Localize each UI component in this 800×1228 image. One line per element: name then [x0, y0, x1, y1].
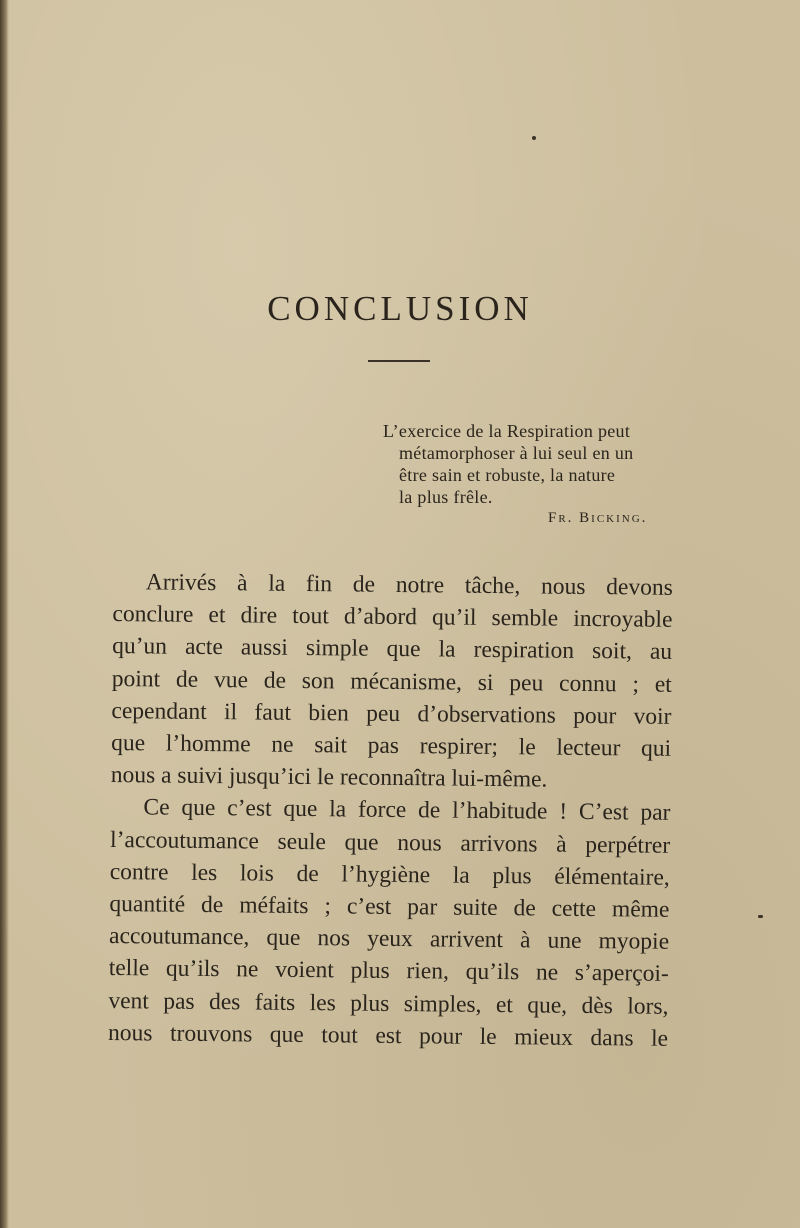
text-line: Arrivés à la fin de notre tâche, nous devons: [145, 569, 673, 601]
body-text: [108, 566, 673, 1055]
epigraph-line: métamorphoser à lui seul en un: [399, 443, 634, 463]
text-line: conclure et dire tout d’abord qu’il semble incroyable: [112, 601, 673, 634]
epigraph: [383, 420, 680, 508]
text-line: telle qu’ils ne voient plus rien, qu’ils ne s’aperçoi-: [108, 955, 669, 988]
paper-speck: [758, 915, 763, 918]
text-line: Ce que c’est que la force de l’habitude ! C’est par: [143, 794, 671, 827]
page-binding-edge: [0, 0, 9, 1228]
paragraph-2: [108, 791, 671, 1054]
paper-speck: [532, 136, 536, 140]
epigraph-line: la plus frêle.: [399, 487, 493, 507]
text-line: quantité de méfaits ; c’est par suite de cette même: [109, 891, 670, 923]
text-line: l’accoutumance seule que nous arrivons à perpétrer: [109, 826, 671, 859]
epigraph-line: L’exercice de la Respiration peut: [383, 421, 631, 441]
epigraph-line: être sain et robuste, la nature: [399, 465, 616, 485]
paragraph-1: [111, 566, 673, 797]
text-line: point de vue de son mécanisme, si peu connu ; et: [111, 665, 672, 698]
text-line: contre les lois de l’hygiène la plus élémentaire,: [109, 858, 670, 891]
text-line: nous trouvons que tout est pour le mieux dans le: [107, 1019, 669, 1052]
text-line: vent pas des faits les plus simples, et que, dès lors,: [108, 987, 669, 1020]
text-line: que l’homme ne sait pas respirer; le lecteur qui: [111, 730, 672, 762]
chapter-title: CONCLUSION: [267, 289, 533, 329]
text-line: nous a suivi jusqu’ici le reconnaîtra lui-même.: [110, 762, 548, 793]
title-divider: [368, 360, 430, 362]
text-line: cependant il faut bien peu d’observations pour voir: [111, 697, 672, 730]
text-line: qu’un acte aussi simple que la respiration soit, au: [112, 633, 673, 666]
epigraph-attribution: Fr. Bicking.: [548, 510, 648, 526]
text-line: accoutumance, que nos yeux arrivent à une myopie: [108, 923, 670, 956]
